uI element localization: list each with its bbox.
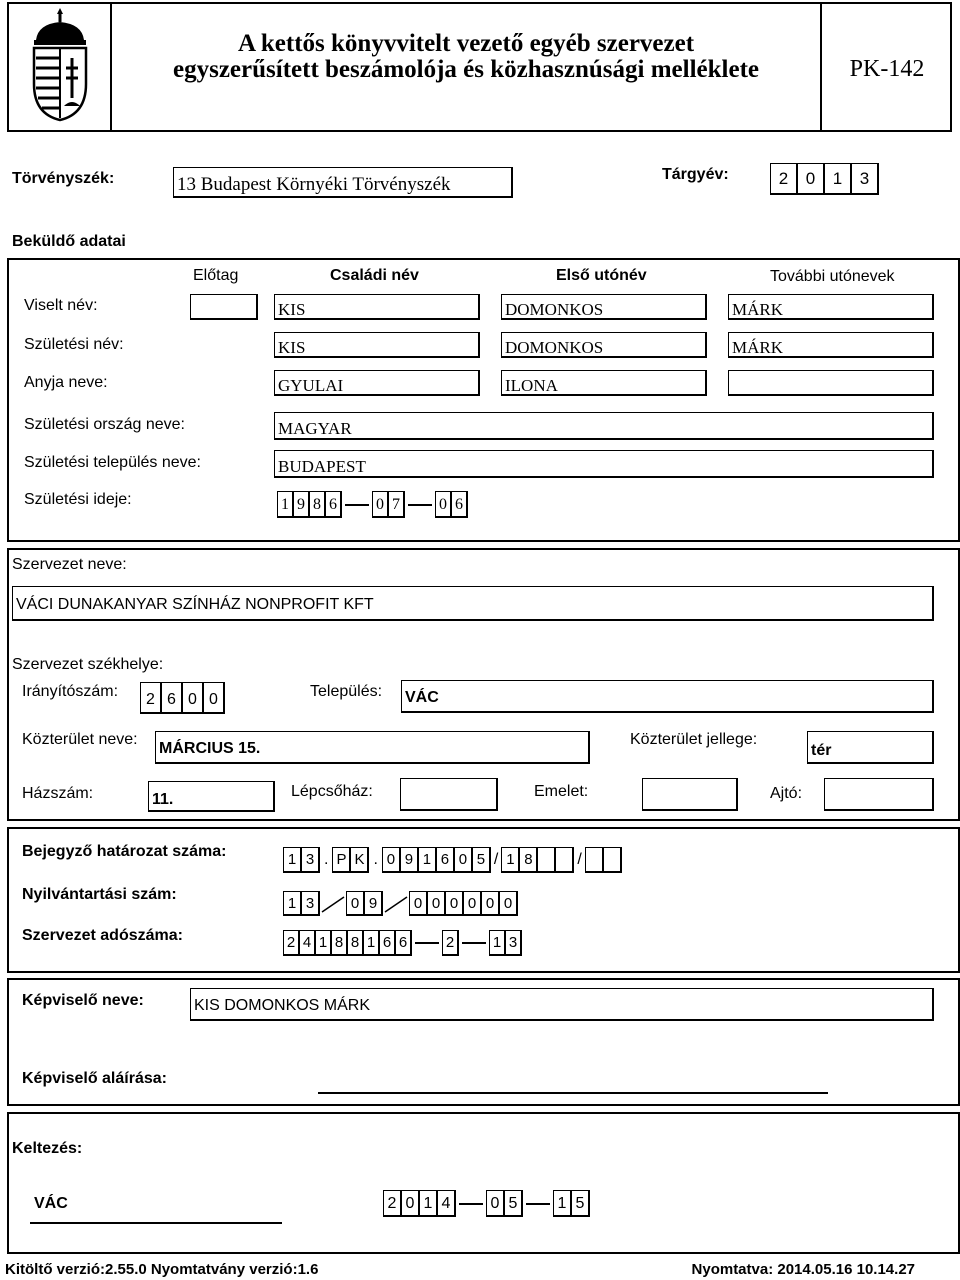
digit-cell[interactable]: 1 <box>277 491 294 518</box>
digit-cell[interactable]: 6 <box>451 491 468 518</box>
rep-name-field[interactable]: KIS DOMONKOS MÁRK <box>190 988 934 1021</box>
dating-place: VÁC <box>34 1195 68 1212</box>
digit-cell[interactable]: 2 <box>283 930 300 956</box>
digit-cell[interactable]: 1 <box>419 1190 438 1217</box>
digit-cell[interactable]: 3 <box>301 891 320 916</box>
zip-cells[interactable] <box>140 682 225 714</box>
digit-cell[interactable]: 4 <box>437 1190 456 1217</box>
digit-cell[interactable]: 6 <box>325 491 342 518</box>
column-other: További utónevek <box>770 268 895 285</box>
org-name-field[interactable]: VÁCI DUNAKANYAR SZÍNHÁZ NONPROFIT KFT <box>12 586 934 621</box>
digit-cell[interactable]: 0 <box>499 891 518 916</box>
dash-separator <box>408 504 432 506</box>
dating-frame <box>7 1112 960 1254</box>
digit-cell[interactable]: 0 <box>182 682 204 714</box>
mother-name-label: Anyja neve: <box>24 374 108 391</box>
floor-label: Emelet: <box>534 783 589 800</box>
digit-cell[interactable]: 0 <box>797 163 825 195</box>
digit-cell[interactable]: 0 <box>486 1190 505 1217</box>
slash-separator: / <box>577 851 582 868</box>
digit-cell[interactable]: 3 <box>301 847 320 873</box>
street-type-field[interactable]: tér <box>807 731 934 764</box>
floor-field[interactable] <box>642 778 738 811</box>
digit-cell[interactable]: 8 <box>347 930 364 956</box>
birth-other-field[interactable]: MÁRK <box>728 332 934 358</box>
digit-cell[interactable]: 6 <box>379 930 396 956</box>
diagonal-separator <box>383 891 409 916</box>
form-code: PK-142 <box>849 56 925 82</box>
dot-separator: . <box>373 851 378 868</box>
court-field[interactable]: 13 Budapest Környéki Törvényszék <box>173 167 513 198</box>
digit-cell[interactable]: 0 <box>445 891 464 916</box>
city-label: Település: <box>310 683 383 700</box>
worn-other-field[interactable]: MÁRK <box>728 294 934 320</box>
digit-cell[interactable]: 4 <box>299 930 316 956</box>
decision-label: Bejegyző határozat száma: <box>22 843 227 860</box>
digit-cell[interactable] <box>603 847 622 873</box>
digit-cell[interactable]: 1 <box>315 930 332 956</box>
digit-cell[interactable]: 0 <box>382 847 401 873</box>
digit-cell[interactable]: 6 <box>395 930 412 956</box>
dash-separator <box>462 942 486 944</box>
digit-cell[interactable]: 0 <box>372 491 389 518</box>
birth-country-label: Születési ország neve: <box>24 416 185 433</box>
digit-cell[interactable]: 6 <box>161 682 183 714</box>
birth-city-label: Születési település neve: <box>24 454 201 471</box>
birth-date-cells[interactable] <box>277 491 468 518</box>
birth-city-field[interactable]: BUDAPEST <box>274 450 934 478</box>
digit-cell[interactable]: 0 <box>409 891 428 916</box>
hungarian-coat-of-arms-icon <box>28 6 92 124</box>
digit-cell[interactable]: 9 <box>364 891 383 916</box>
digit-cell[interactable]: 0 <box>435 491 452 518</box>
decision-cells[interactable] <box>283 847 622 873</box>
digit-cell[interactable]: 0 <box>346 891 365 916</box>
header-title-line1: A kettős könyvvitelt vezető egyéb szervezet <box>237 30 695 57</box>
digit-cell[interactable]: K <box>350 847 369 873</box>
footer-version: Kitöltő verzió:2.55.0 Nyomtatvány verzió:1.6 <box>5 1261 319 1278</box>
house-field[interactable]: 11. <box>148 781 275 812</box>
mother-family-field[interactable]: GYULAI <box>274 370 480 396</box>
digit-cell[interactable]: 5 <box>472 847 491 873</box>
digit-cell[interactable] <box>585 847 604 873</box>
birth-country-field[interactable]: MAGYAR <box>274 412 934 440</box>
dash-separator <box>415 942 439 944</box>
digit-cell[interactable]: 1 <box>501 847 520 873</box>
digit-cell[interactable]: 6 <box>436 847 455 873</box>
digit-cell[interactable] <box>537 847 556 873</box>
dating-date-cells[interactable] <box>383 1190 590 1217</box>
worn-prefix-field[interactable] <box>190 294 258 320</box>
digit-cell[interactable]: 5 <box>504 1190 523 1217</box>
dash-separator <box>526 1203 550 1205</box>
dot-separator: . <box>324 851 329 868</box>
column-first: Első utónév <box>556 267 647 284</box>
street-label: Közterület neve: <box>22 731 138 748</box>
diagonal-separator <box>320 891 346 916</box>
reg-cells[interactable] <box>283 891 518 916</box>
house-label: Házszám: <box>22 785 94 802</box>
digit-cell[interactable]: 0 <box>401 1190 420 1217</box>
digit-cell[interactable]: 5 <box>571 1190 590 1217</box>
digit-cell[interactable]: 1 <box>283 891 302 916</box>
city-field[interactable]: VÁC <box>401 680 934 713</box>
column-prefix: Előtag <box>193 267 239 284</box>
digit-cell[interactable]: 0 <box>454 847 473 873</box>
digit-cell[interactable] <box>555 847 574 873</box>
digit-cell[interactable]: 1 <box>363 930 380 956</box>
org-name-label: Szervezet neve: <box>12 556 127 573</box>
digit-cell[interactable]: 0 <box>427 891 446 916</box>
tax-cells[interactable] <box>283 930 522 956</box>
dash-separator <box>345 504 369 506</box>
digit-cell[interactable]: 1 <box>824 163 852 195</box>
tax-label: Szervezet adószáma: <box>22 927 183 944</box>
street-type-label: Közterület jellege: <box>630 731 758 748</box>
digit-cell[interactable]: 2 <box>383 1190 402 1217</box>
reg-label: Nyilvántartási szám: <box>22 886 177 903</box>
mother-first-field[interactable]: ILONA <box>501 370 707 396</box>
rep-signature-label: Képviselő aláírása: <box>22 1070 167 1087</box>
birth-family-field[interactable]: KIS <box>274 332 480 358</box>
rep-name-label: Képviselő neve: <box>22 992 144 1009</box>
digit-cell[interactable]: 2 <box>140 682 162 714</box>
header-title-line2: egyszerűsített beszámolója és közhasznúsági melléklete <box>173 56 759 83</box>
sender-section-title: Beküldő adatai <box>12 233 126 250</box>
column-family: Családi név <box>330 267 419 284</box>
digit-cell[interactable]: 9 <box>400 847 419 873</box>
digit-cell[interactable]: 1 <box>553 1190 572 1217</box>
org-seat-title: Szervezet székhelye: <box>12 656 164 673</box>
digit-cell[interactable]: 0 <box>203 682 225 714</box>
street-field[interactable]: MÁRCIUS 15. <box>155 731 590 764</box>
digit-cell[interactable]: 8 <box>331 930 348 956</box>
digit-cell[interactable]: 0 <box>481 891 500 916</box>
worn-first-field[interactable]: DOMONKOS <box>501 294 707 320</box>
signature-line[interactable] <box>318 1092 828 1094</box>
digit-cell[interactable]: 1 <box>283 847 302 873</box>
stair-field[interactable] <box>400 778 498 811</box>
digit-cell[interactable]: 2 <box>442 930 459 956</box>
digit-cell[interactable]: 9 <box>293 491 310 518</box>
birth-name-label: Születési név: <box>24 336 124 353</box>
slash-separator: / <box>493 851 499 868</box>
digit-cell[interactable]: 8 <box>519 847 538 873</box>
digit-cell[interactable]: 1 <box>418 847 437 873</box>
digit-cell[interactable]: 2 <box>770 163 798 195</box>
year-cells[interactable] <box>770 163 879 195</box>
birth-date-label: Születési ideje: <box>24 491 132 508</box>
year-label: Tárgyév: <box>662 166 729 183</box>
digit-cell[interactable]: 7 <box>388 491 405 518</box>
worn-family-field[interactable]: KIS <box>274 294 480 320</box>
zip-label: Irányítószám: <box>22 683 119 700</box>
dash-separator <box>459 1203 483 1205</box>
court-label: Törvényszék: <box>12 170 115 187</box>
worn-name-label: Viselt név: <box>24 297 98 314</box>
dating-label: Keltezés: <box>12 1140 83 1157</box>
door-field[interactable] <box>824 778 934 811</box>
stair-label: Lépcsőház: <box>291 783 373 800</box>
dating-place-line[interactable] <box>30 1222 282 1224</box>
digit-cell[interactable]: 8 <box>309 491 326 518</box>
digit-cell[interactable]: 1 <box>489 930 506 956</box>
mother-other-field[interactable] <box>728 370 934 396</box>
door-label: Ajtó: <box>770 785 803 802</box>
footer-printed: Nyomtatva: 2014.05.16 10.14.27 <box>691 1261 915 1278</box>
digit-cell[interactable]: 3 <box>851 163 879 195</box>
digit-cell[interactable]: 0 <box>463 891 482 916</box>
birth-first-field[interactable]: DOMONKOS <box>501 332 707 358</box>
digit-cell[interactable]: 3 <box>505 930 522 956</box>
digit-cell[interactable]: P <box>332 847 351 873</box>
